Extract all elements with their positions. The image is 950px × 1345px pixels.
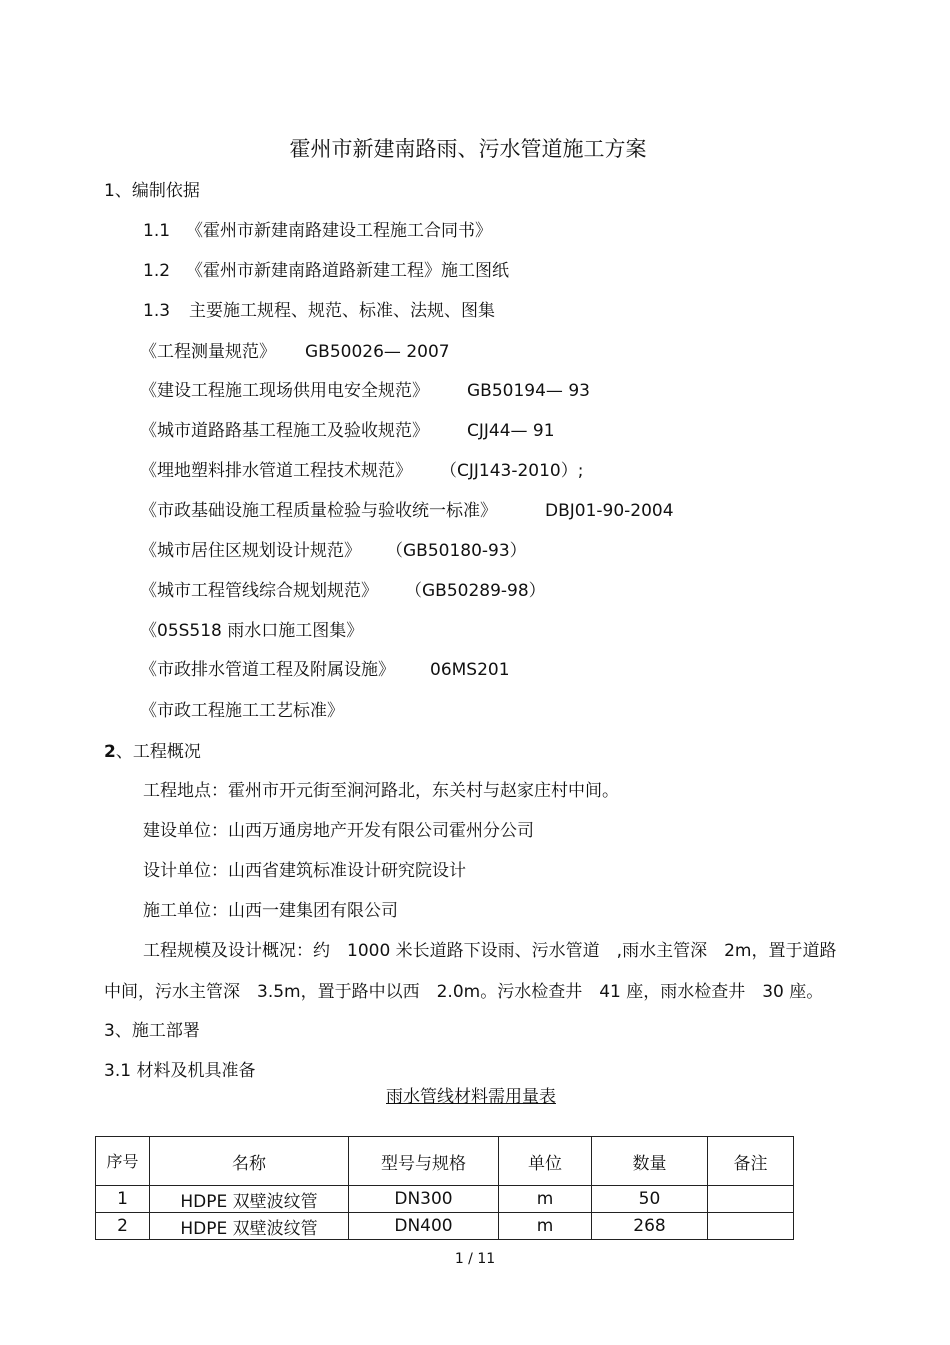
header-cell-spec: 型号与规格 xyxy=(349,1137,499,1186)
item-1-2-text: 《霍州市新建南路道路新建工程》施工图纸 xyxy=(186,261,509,281)
section-2-title: 、工程概况 xyxy=(115,742,201,762)
page-number: 1 / 11 xyxy=(454,1251,496,1267)
header-cell-name: 名称 xyxy=(150,1137,349,1186)
header-cell-unit: 单位 xyxy=(499,1137,592,1186)
section-2-heading xyxy=(104,744,201,761)
cell-name: HDPE 双壁波纹管 xyxy=(150,1213,349,1240)
table-row xyxy=(96,1213,794,1240)
document-title: 霍州市新建南路雨、污水管道施工方案 xyxy=(289,137,647,161)
standard-code: 06MS201 xyxy=(430,660,510,680)
table-row xyxy=(96,1186,794,1213)
standard-code: （GB50289-98） xyxy=(405,581,546,601)
project-location: 工程地点：霍州市开元街至涧河路北，东关村与赵家庄村中间。 xyxy=(143,781,619,801)
header-cell-quantity: 数量 xyxy=(592,1137,708,1186)
project-scale-line: 中间，污水主管深 3.5m，置于路中以西 2.0m。污水检查井 41 座，雨水检查井 30 座。 xyxy=(104,982,824,1002)
cell-quantity: 50 xyxy=(592,1186,708,1213)
materials-table xyxy=(95,1136,794,1240)
cell-number: 2 xyxy=(96,1213,150,1240)
cell-spec: DN400 xyxy=(349,1213,499,1240)
cell-remarks xyxy=(708,1213,794,1240)
standard-name: 《城市工程管线综合规划规范》 xyxy=(140,581,378,601)
header-cell-remarks: 备注 xyxy=(708,1137,794,1186)
table-header-row xyxy=(96,1137,794,1186)
project-developer: 建设单位：山西万通房地产开发有限公司霍州分公司 xyxy=(143,821,534,841)
standard-name: 《城市居住区规划设计规范》 xyxy=(140,541,361,561)
standard-name: 《市政排水管道工程及附属设施》 xyxy=(140,660,395,680)
cell-quantity: 268 xyxy=(592,1213,708,1240)
section-3-1-heading: 3.1 材料及机具准备 xyxy=(104,1061,256,1081)
standard-name: 《埋地塑料排水管道工程技术规范》 xyxy=(140,461,412,481)
project-contractor: 施工单位：山西一建集团有限公司 xyxy=(143,901,398,921)
item-1-2-num: 1.2 xyxy=(143,261,171,281)
standard-name: 《工程测量规范》 xyxy=(140,342,276,362)
standard-name: 《建设工程施工现场供用电安全规范》 xyxy=(140,381,429,401)
header-cell-number: 序号 xyxy=(96,1137,150,1186)
table-title: 雨水管线材料需用量表 xyxy=(386,1087,556,1107)
standard-name: 《城市道路路基工程施工及验收规范》 xyxy=(140,421,429,441)
cell-number: 1 xyxy=(96,1186,150,1213)
section-3-heading: 3、施工部署 xyxy=(104,1021,200,1041)
item-1-3-text: 主要施工规程、规范、标准、法规、图集 xyxy=(189,301,495,321)
project-scale-line: 工程规模及设计概况：约 1000 米长道路下设雨、污水管道 ,雨水主管深 2m，置于道路 xyxy=(143,941,837,961)
cell-unit: m xyxy=(499,1186,592,1213)
item-1-1-num: 1.1 xyxy=(143,221,171,241)
cell-spec: DN300 xyxy=(349,1186,499,1213)
standard-code: GB50194— 93 xyxy=(467,381,590,401)
item-1-1-text: 《霍州市新建南路建设工程施工合同书》 xyxy=(186,221,492,241)
standard-name: 《05S518 雨水口施工图集》 xyxy=(140,621,364,641)
standard-code: GB50026— 2007 xyxy=(305,342,450,362)
project-designer: 设计单位：山西省建筑标准设计研究院设计 xyxy=(143,861,466,881)
standard-code: CJJ44— 91 xyxy=(467,421,555,441)
cell-remarks xyxy=(708,1186,794,1213)
standard-name: 《市政基础设施工程质量检验与验收统一标准》 xyxy=(140,501,497,521)
item-1-3-num: 1.3 xyxy=(143,301,171,321)
standard-name: 《市政工程施工工艺标准》 xyxy=(140,701,344,721)
standard-code: DBJ01-90-2004 xyxy=(545,501,674,521)
section-1-heading: 1、编制依据 xyxy=(104,181,200,201)
standard-code: （CJJ143-2010）; xyxy=(440,461,584,481)
cell-unit: m xyxy=(499,1213,592,1240)
cell-name: HDPE 双壁波纹管 xyxy=(150,1186,349,1213)
standard-code: （GB50180-93） xyxy=(386,541,527,561)
section-2-number: 2 xyxy=(104,742,116,762)
